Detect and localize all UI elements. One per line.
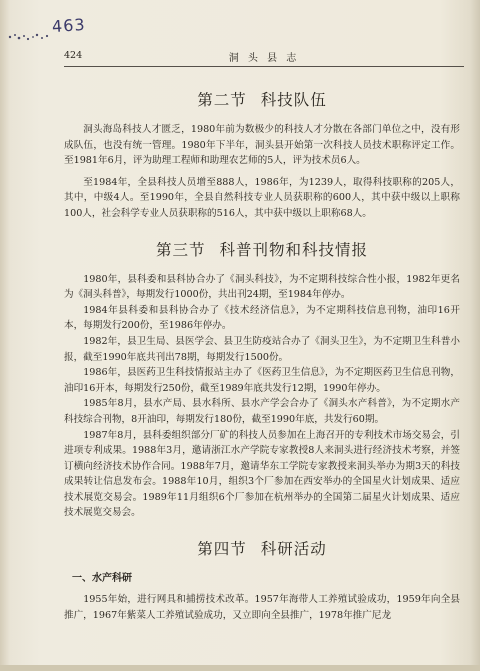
header-rule — [64, 66, 464, 67]
page-edge-shadow — [0, 665, 480, 671]
section-2-name: 科技队伍 — [260, 91, 327, 109]
paragraph: 1986年，县医药卫生科技情报站主办了《医药卫生信息》，为不定期医药卫生信息刊物，油印16开本，每期发行250份，截至1989年底共发行12期，1990年停办。 — [64, 367, 460, 394]
section-3-number: 第三节 — [155, 240, 206, 259]
handwritten-page-mark: 463 — [51, 14, 87, 37]
paragraph: 1980年，县科委和县科协合办了《洞头科技》，为不定期科技综合性小报，1982年更名为《洞头科普》，每期发行1000份，共出刊24期，至1984年停办。 — [64, 273, 460, 301]
paragraph: 至1984年，全县科技人员增至888人，1986年，为1239人，取得科技职称的205人，其中，中级4人。至1990年，全县自然科技专业人员获职称的600人，其中获中级以上职称100人，社会科学专业人员获职称的516人，其中获中级以上职称68人。 — [64, 176, 460, 219]
section-4-name: 科研活动 — [260, 540, 327, 559]
section-3-title — [64, 238, 460, 260]
paragraph: 1984年县科委和县科协合办了《技术经济信息》，为不定期科技信息刊物，油印16开本，每期发行200份，至1986年停办。 — [64, 304, 460, 332]
paragraph: 1987年8月，县科委组织部分厂矿的科技人员参加在上海召开的专利技术市场交易会，引进项专利成果。1988年3月，邀请浙江水产学院专家教授8人来洞头进行经济技术考察，并签订横向经济技术协作合同。1988年7月，邀请华东工学院专家教授来洞头举办为期3天的科技成果转让信息发布会。1988年10月，组织3个厂参加在西安举办的全国星火计划成果、适应技术展览交易会。1989年11月组织6个厂参加在杭州举办的全国第二届星火计划成果、适应技术展览交易会。 — [64, 429, 460, 519]
section-3-name: 科普刊物和科技情报 — [219, 240, 369, 259]
subsection-heading: 一、水产科研 — [72, 573, 132, 585]
section-2-number: 第二节 — [197, 91, 247, 109]
section-2-title — [64, 88, 460, 110]
page-number: 424 — [64, 50, 83, 61]
paragraph: 1985年8月，县水产局、县水科所、县水产学会合办了《洞头水产科普》，为不定期水产科技综合刊物，8开油印，每期发行180份，截至1990年底，共发行60期。 — [64, 398, 460, 425]
page-body — [64, 70, 460, 623]
running-header — [64, 48, 464, 64]
paragraph: 1982年，县卫生局、县医学会、县卫生防疫站合办了《洞头卫生》，为不定期卫生科普小报，截至1990年底共刊出78期，每期发行1500份。 — [64, 335, 460, 363]
section-4-title — [64, 537, 460, 559]
book-title: 洞 头 县 志 — [228, 53, 300, 64]
paragraph: 1955年始，进行网具和捕捞技术改革。1957年海带人工养殖试验成功，1959年向全县推广，1967年紫菜人工养殖试验成功，又立即向全县推广，1978年推广尼龙 — [64, 594, 460, 621]
section-4-number: 第四节 — [197, 540, 247, 559]
paragraph: 洞头海岛科技人才匮乏，1980年前为数极少的科技人才分散在各部门单位之中，没有形成队伍，也没有统一管理。1980年下半年，洞头县开始第一次科技人员技术职称评定工作。至1981年6月，评为助理工程师和助理农艺师的5人，评为技术员6人。 — [64, 124, 460, 167]
ink-smudge-mark — [6, 30, 52, 44]
